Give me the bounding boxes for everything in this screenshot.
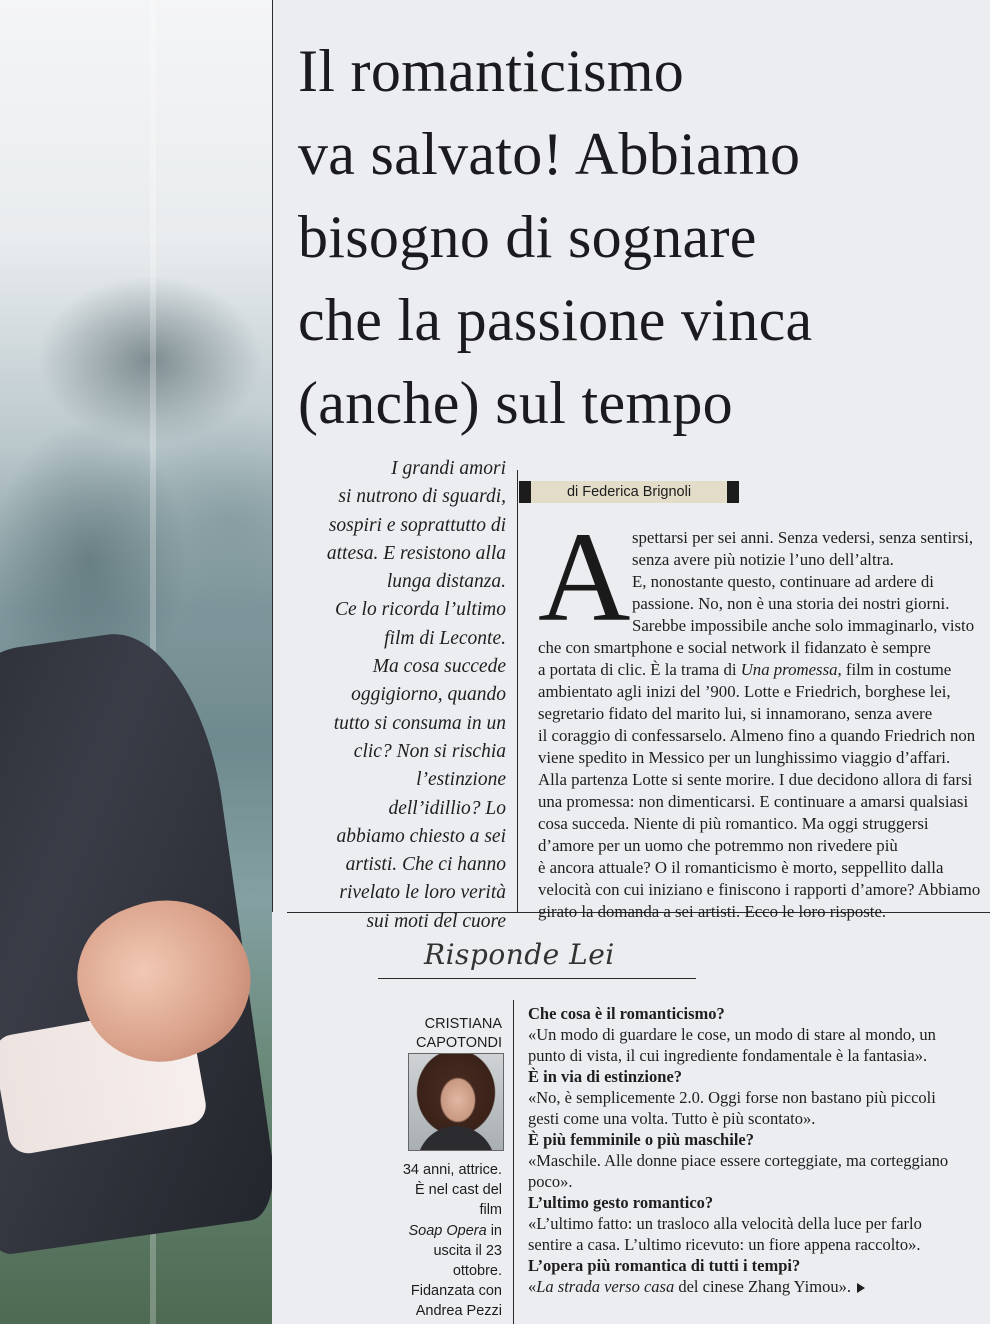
intro-line: Ce lo ricorda l’ultimo [335,599,506,621]
question: L’ultimo gesto romantico? [528,1193,714,1212]
intro-text [286,455,506,936]
article-line: d’amore per un uomo che potremmo non rivedere più [538,836,898,855]
article-vertical-rule [517,470,518,912]
section-title: Risponde Lei [424,938,615,971]
article-line: passione. No, non è una storia dei nostri giorni. [632,594,950,613]
caption-line: Andrea Pezzi [415,1303,502,1320]
intro-line: rivelato le loro verità [339,882,506,904]
main-vertical-rule [272,0,273,912]
cover-photo [0,0,272,1324]
article-line: senza avere più notizie l’uno dell’altra. [632,550,894,569]
answer: «No, è semplicemente 2.0. Oggi forse non bastano più piccoli [528,1088,936,1107]
intro-line: sui moti del cuore [366,910,506,932]
article-line: che con smartphone e social network il fidanzato è sempre [538,638,931,657]
caption-line: uscita il 23 [433,1242,502,1259]
portrait-shoulders [417,1126,495,1151]
article-line: Alla partenza Lotte si sente morire. I due decidono allora di farsi [538,770,973,789]
question: È in via di estinzione? [528,1067,683,1086]
article-line: Sarebbe impossibile anche solo immaginarlo, visto [632,616,975,635]
article-line: segretario fidato del marito lui, si innamorano, senza avere [538,704,933,723]
caption-line: 34 anni, attrice. [402,1162,502,1178]
name-line: CAPOTONDI [416,1035,502,1051]
caption-line: È nel cast del film [414,1182,502,1219]
intro-line: attesa. E resistono alla [326,542,506,564]
answer: gesti come una volta. Tutto è più scontato». [528,1109,816,1128]
question: È più femminile o più maschile? [528,1130,754,1149]
headline [298,30,978,445]
intro-line: artisti. Che ci hanno [345,854,506,876]
intro-line: tutto si consuma in un [333,712,506,734]
headline-line: va salvato! Abbiamo [298,121,801,187]
answer: punto di vista, il cui ingrediente fondamentale è la fantasia». [528,1046,928,1065]
end-triangle-icon [857,1283,865,1293]
intro-line: Ma cosa succede [372,656,506,678]
interviewee-name [404,1015,502,1053]
article-line: E, nonostante questo, continuare ad ardere di [632,572,934,591]
answer: «L’ultimo fatto: un trasloco alla velocità della luce per farlo [528,1214,922,1233]
article-line: è ancora attuale? O il romanticismo è morto, seppellito dalla [538,858,944,877]
article-line: ambientato agli inizi del ’900. Lotte e Friedrich, borghese lei, [538,682,951,701]
caption-line: Soap Opera in [408,1222,502,1239]
article-line: cosa succeda. Niente di più romantico. Ma oggi struggersi [538,814,929,833]
intro-line: oggigiorno, quando [351,684,506,706]
intro-line: lunga distanza. [386,571,506,593]
headline-line: che la passione vinca [298,287,813,353]
intro-line: film di Leconte. [384,627,506,649]
article-line: spettarsi per sei anni. Senza vedersi, senza sentirsi, [632,528,974,547]
qa-vertical-rule [513,1000,514,1324]
drop-cap: A [538,506,631,648]
article-line: viene spedito in Messico per un lunghissimo viaggio d’affari. [538,748,951,767]
caption-line: Fidanzata con [410,1283,502,1300]
answer: sentire a casa. L’ultimo ricevuto: un fiore appena raccolto». [528,1235,921,1254]
answer: poco». [528,1172,573,1191]
article-line: il coraggio di confessarselo. Almeno fino a quando Friedrich non [538,726,976,745]
interviewee-portrait [408,1053,504,1151]
byline: di Federica Brignoli [531,481,727,503]
caption-line: ottobre. [452,1263,502,1280]
name-line: CRISTIANA [424,1016,502,1032]
headline-line: bisogno di sognare [298,204,757,270]
intro-line: I grandi amori [391,458,506,479]
intro-line: l’estinzione [416,769,506,791]
question: L’opera più romantica di tutti i tempi? [528,1256,801,1275]
headline-line: (anche) sul tempo [298,370,733,436]
risponde-underline [378,978,696,979]
article-line: a portata di clic. È la trama di Una promessa, film in costume [538,660,952,679]
answer: «Un modo di guardare le cose, un modo di stare al mondo, un [528,1025,936,1044]
answer: «Maschile. Alle donne piace essere corteggiate, ma corteggiano [528,1151,949,1170]
question: Che cosa è il romanticismo? [528,1004,725,1023]
intro-line: dell’idillio? Lo [388,797,506,819]
article-line: girato la domanda a sei artisti. Ecco le loro risposte. [538,902,887,921]
article-line: velocità con cui iniziano e finiscono i rapporti d’amore? Abbiamo [538,880,981,899]
intro-line: abbiamo chiesto a sei [336,825,506,847]
article-line: una promessa: non dimenticarsi. E continuare a amarsi qualsiasi [538,792,969,811]
headline-line: Il romanticismo [298,38,685,104]
intro-line: si nutrono di sguardi, [338,486,506,508]
interviewee-caption [394,1160,502,1322]
intro-line: sospiri e soprattutto di [328,514,506,536]
answer-last: «La strada verso casa del cinese Zhang Yimou». [528,1276,865,1297]
intro-line: clic? Non si rischia [353,740,506,762]
